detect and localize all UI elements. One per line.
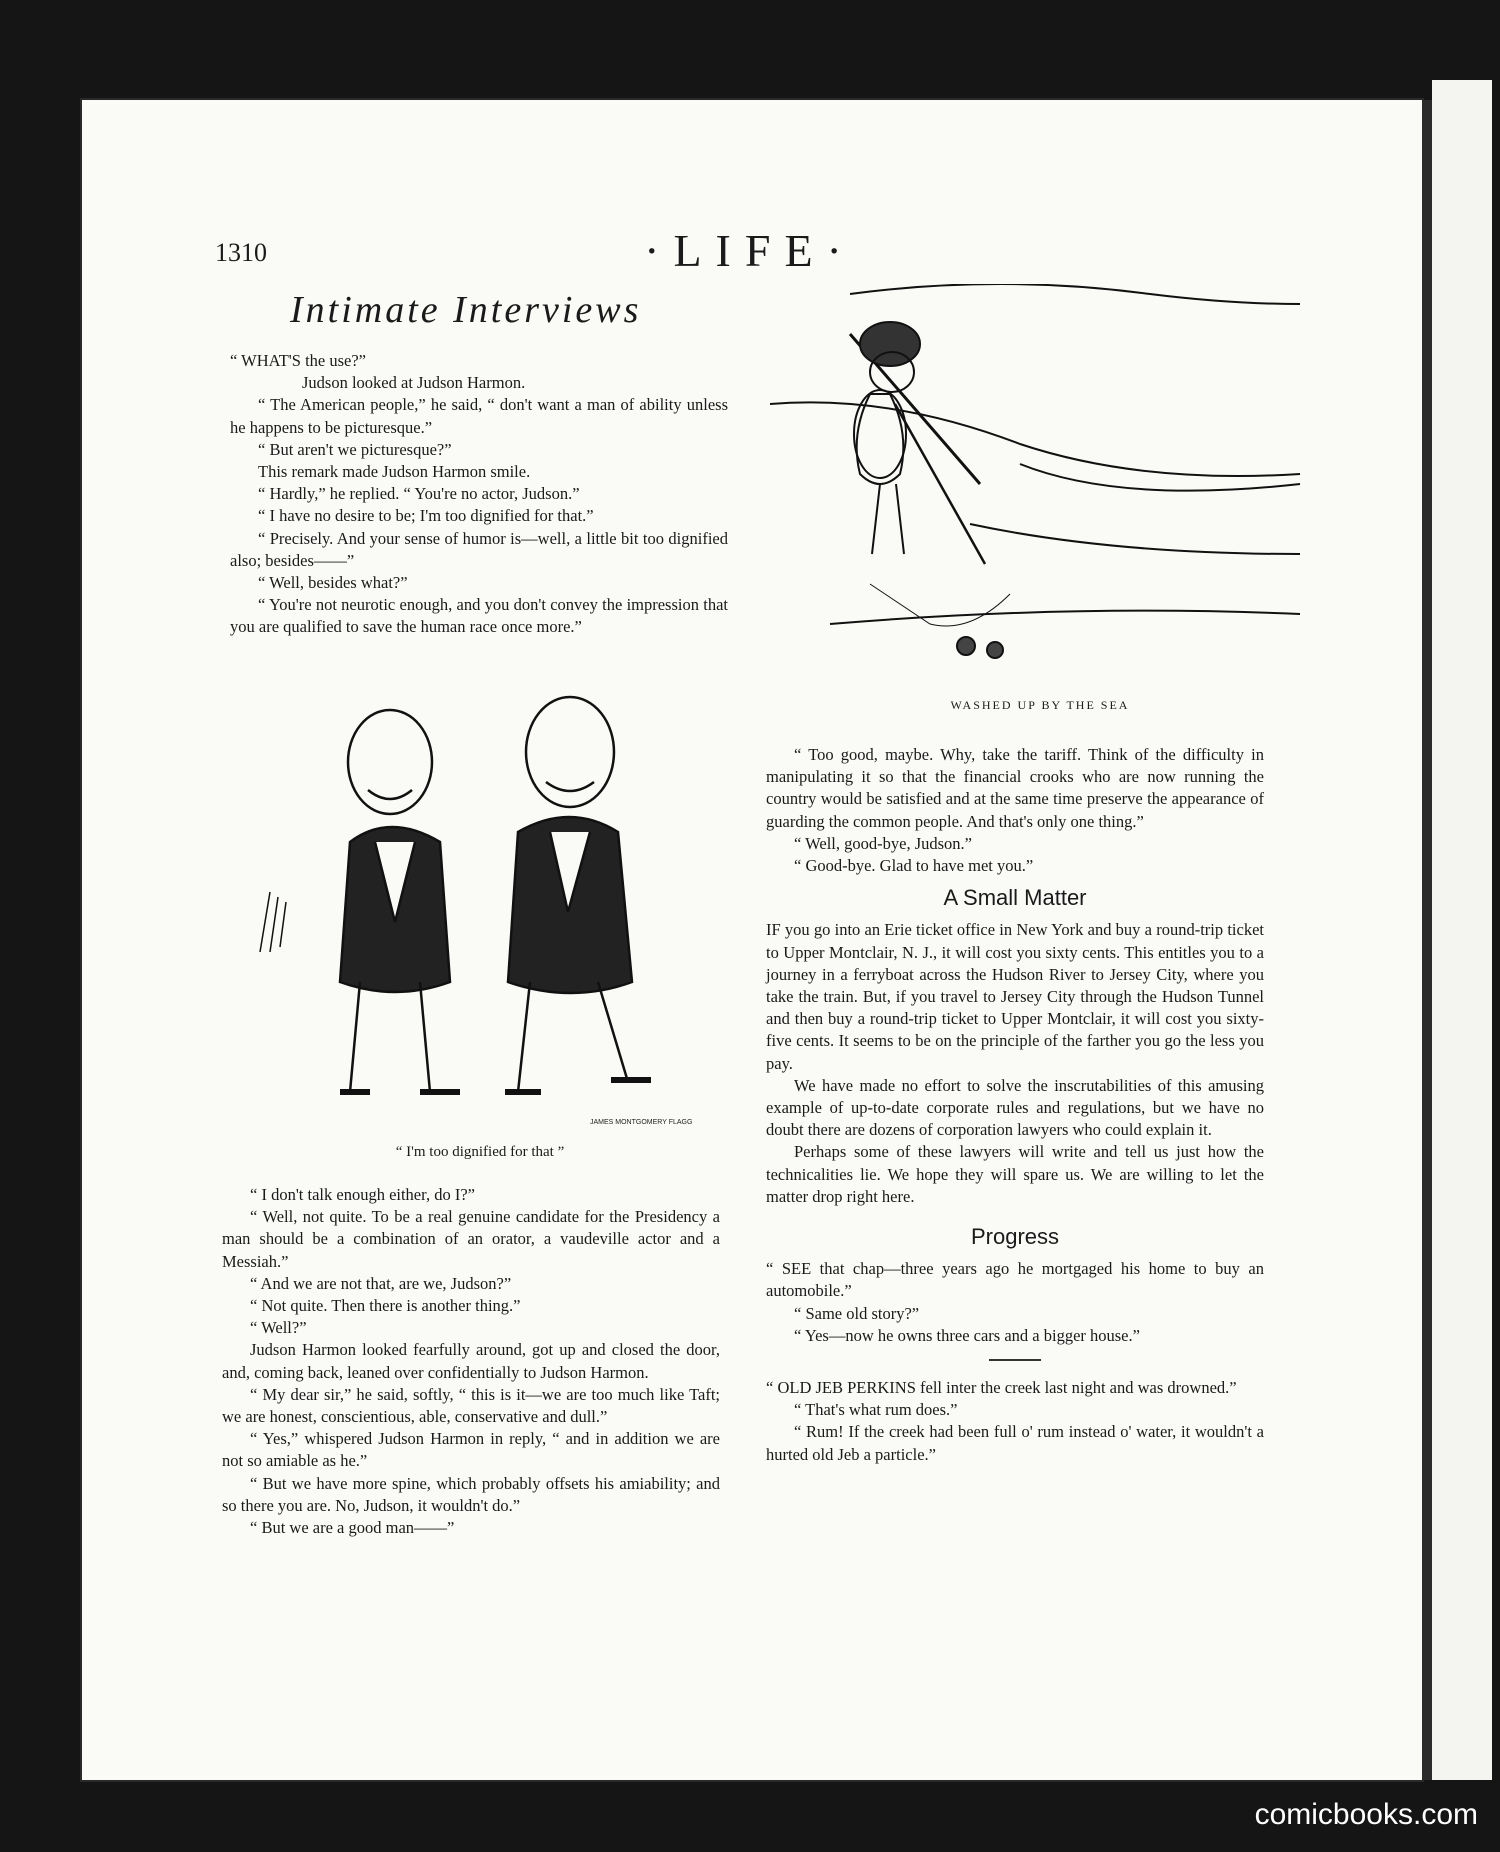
paragraph: “ But we have more spine, which probably offsets his amiability; and so there you are. No, Judson, it wouldn't do.” xyxy=(222,1473,720,1515)
paragraph: “ Well, good-bye, Judson.” xyxy=(794,833,973,853)
article-title-progress: Progress xyxy=(970,1224,1060,1250)
paragraph: Judson Harmon looked fearfully around, got up and closed the door, and, coming back, leaned over confidentially to Judson Harmon. xyxy=(222,1340,720,1382)
paragraph: “ Good-bye. Glad to have met you.” xyxy=(794,856,1034,876)
paragraph: “ The American people,” he said, “ don't want a man of ability unless he happens to be picturesque.” xyxy=(230,395,728,437)
article1-column-bottom xyxy=(222,1184,720,1539)
illustration-caption-sea: WASHED UP BY THE SEA xyxy=(950,698,1130,712)
paragraph: “ That's what rum does.” xyxy=(794,1400,958,1420)
paragraph: “ Same old story?” xyxy=(794,1303,920,1323)
paragraph: “ OLD JEB PERKINS fell inter the creek last night and was drowned.” xyxy=(766,1378,1237,1398)
paragraph: “ And we are not that, are we, Judson?” xyxy=(250,1273,512,1293)
paragraph: “ WHAT'S the use?” xyxy=(230,351,367,370)
paragraph: “ Yes—now he owns three cars and a bigger house.” xyxy=(794,1325,1140,1345)
masthead: ·LIFE· xyxy=(644,225,856,276)
illustration-washed-up-by-the-sea xyxy=(770,284,1310,664)
paragraph: “ Well, besides what?” xyxy=(258,573,408,593)
article-title-intimate-interviews: Intimate Interviews xyxy=(290,289,642,331)
paragraph: “ Too good, maybe. Why, take the tariff. Think of the difficulty in manipulating it so that the financial crooks who are now running the country would be satisfied and at the same time preserve the appearance of guarding the common people. And that's only one thing.” xyxy=(766,745,1264,831)
section-divider xyxy=(989,1359,1041,1361)
paragraph: IF you go into an Erie ticket office in New York and buy a round-trip ticket to Upper Montclair, N. J., it will cost you sixty cents. This entitles you to a journey in a ferryboat across the Hudson River to Jersey City, where you take the train. But, if you travel to Jersey City through the Hudson Tunnel and then buy a round-trip ticket to Upper Montclair, it will cost you sixty-five cents. It seems to be on the principle of the farther you go the less you pay. xyxy=(766,920,1264,1073)
article1-column-top xyxy=(230,350,728,639)
paragraph: Judson looked at Judson Harmon. xyxy=(302,373,526,393)
paragraph: This remark made Judson Harmon smile. xyxy=(258,462,531,482)
page-number: 1310 xyxy=(215,238,267,267)
paragraph: Perhaps some of these lawyers will write and tell us just how the technicalities lie. We hope they will spare us. We are willing to let the matter drop right here. xyxy=(766,1142,1264,1206)
artist-signature: JAMES MONTGOMERY FLAGG xyxy=(590,1119,693,1126)
paragraph: “ Hardly,” he replied. “ You're no actor, Judson.” xyxy=(258,484,580,504)
paragraph: “ But we are a good man——” xyxy=(250,1518,455,1538)
paragraph: “ But aren't we picturesque?” xyxy=(258,439,452,459)
paragraph: “ Yes,” whispered Judson Harmon in reply, “ and in addition we are not so amiable as he.” xyxy=(222,1429,720,1471)
watermark: comicbooks.com xyxy=(1254,1798,1478,1831)
article-title-small-matter: A Small Matter xyxy=(943,885,1087,911)
paragraph: “ Not quite. Then there is another thing.” xyxy=(250,1296,521,1316)
paragraph: “ I don't talk enough either, do I?” xyxy=(250,1185,475,1204)
paragraph: “ I have no desire to be; I'm too dignified for that.” xyxy=(258,506,594,526)
paragraph: “ SEE that chap—three years ago he mortgaged his home to buy an automobile.” xyxy=(766,1259,1264,1301)
illustration-caption: “ I'm too dignified for that ” xyxy=(395,1144,565,1160)
paragraph: “ You're not neurotic enough, and you don't convey the impression that you are qualified to save the human race once more.” xyxy=(230,595,728,637)
paragraph: We have made no effort to solve the inscrutabilities of this amusing example of up-to-date corporate rules and regulations, but we have no doubt there are dozens of corporation lawyers who could explain it. xyxy=(766,1075,1264,1140)
adjacent-page-edge xyxy=(1432,80,1492,1780)
paragraph: “ Well, not quite. To be a real genuine candidate for the Presidency a man should be a combination of an orator, a vaudeville actor and a Messiah.” xyxy=(222,1207,720,1271)
illustration-two-gentlemen xyxy=(250,692,710,1132)
paragraph: “ My dear sir,” he said, softly, “ this is it—we are too much like Taft; we are honest, conscientious, able, conservative and dull.” xyxy=(222,1384,720,1427)
paragraph: “ Rum! If the creek had been full o' rum instead o' water, it wouldn't a hurted old Jeb a particle.” xyxy=(766,1422,1264,1464)
paragraph: “ Well?” xyxy=(250,1318,307,1338)
right-column xyxy=(766,744,1264,1466)
paragraph: “ Precisely. And your sense of humor is—well, a little bit too dignified also; besides——” xyxy=(230,528,728,570)
